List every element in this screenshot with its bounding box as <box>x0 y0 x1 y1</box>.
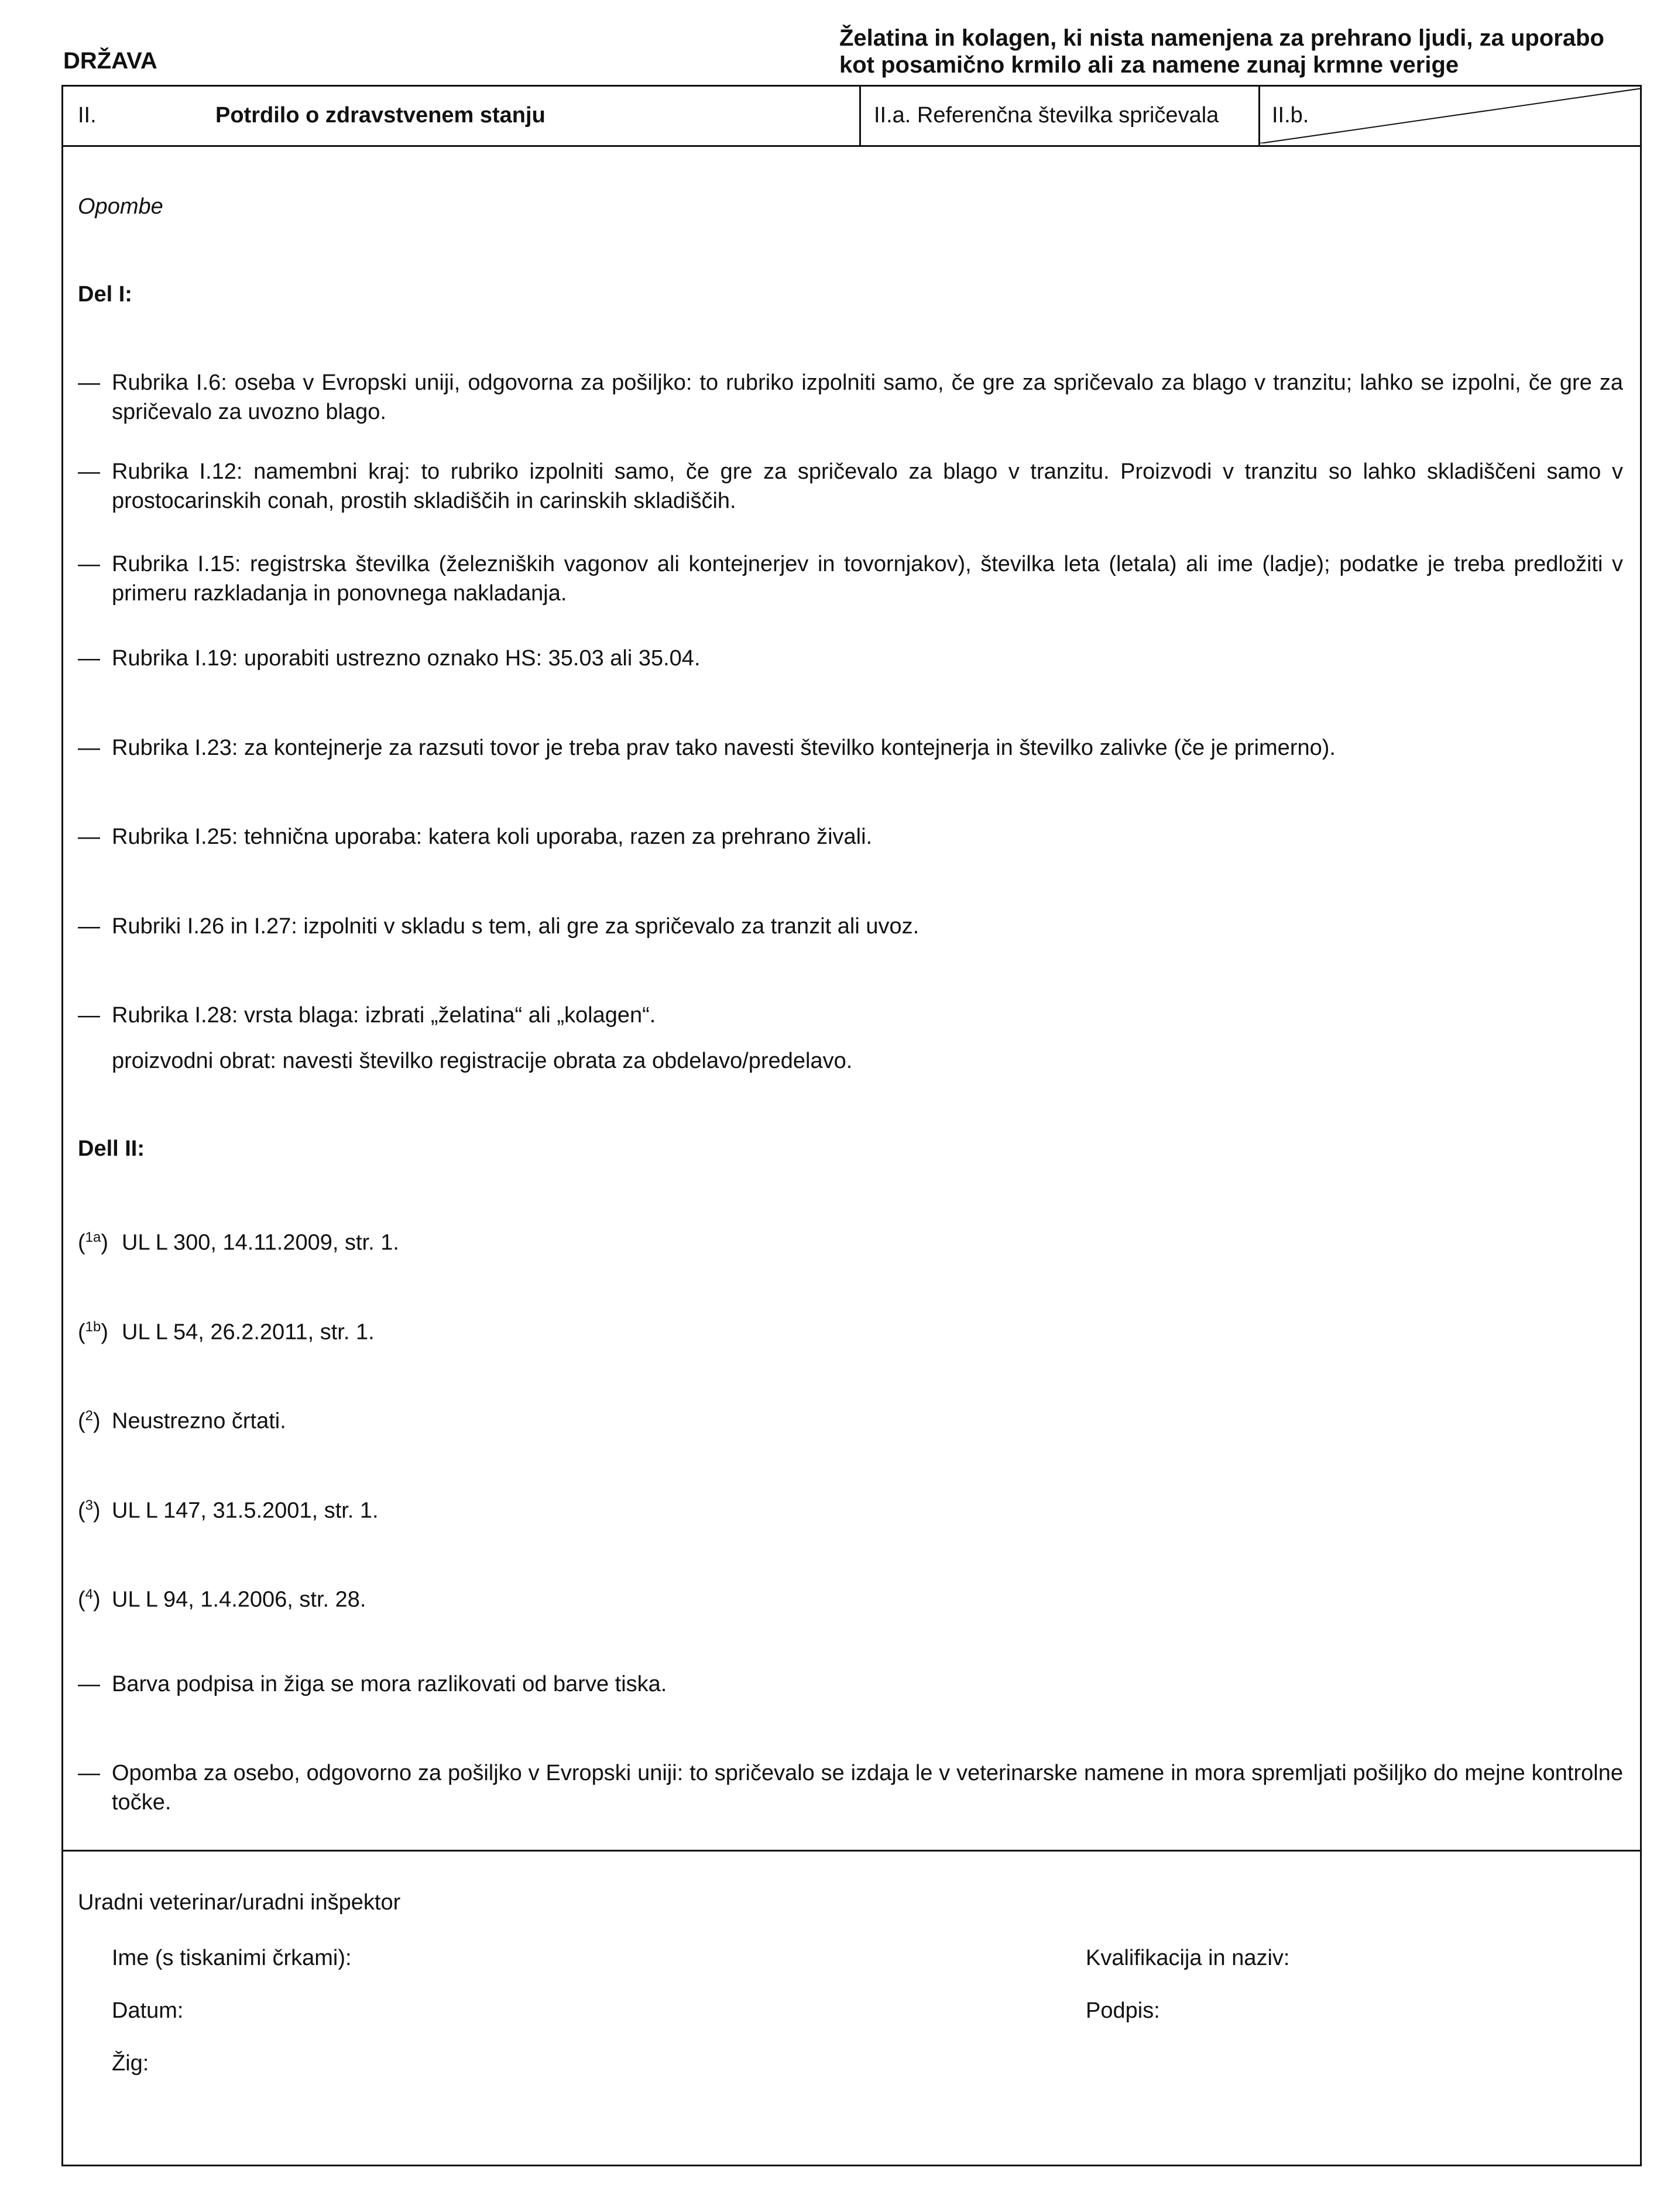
note-item <box>78 733 1623 762</box>
note-item <box>78 912 1623 941</box>
footnote <box>78 1223 399 1258</box>
footnote-mark: 2 <box>85 1408 94 1424</box>
notes-section <box>63 145 1640 1852</box>
note-text: Rubrika I.25: tehnična uporaba: katera koli uporaba, razen za prehrano živali. <box>112 825 873 849</box>
footnote-mark: 4 <box>85 1586 94 1602</box>
footnote-close: ) <box>93 1409 101 1434</box>
note-item <box>78 1001 1623 1030</box>
footnote-mark: 3 <box>85 1497 94 1513</box>
dash-marker: — <box>78 552 100 576</box>
certificate-title-line-2: kot posamično krmilo ali za namene zunaj krmne verige <box>839 52 1459 78</box>
note-text: Rubrika I.15: registrska številka (železniških vagonov ali kontejnerjev in tovornjakov), številka leta (letala) ali ime (ladje); podatke je treba predložiti v primeru razkladanja in ponovnega nakladanja. <box>112 552 1623 606</box>
footnote <box>78 1402 286 1436</box>
note-item <box>78 644 1623 673</box>
note-text: Rubriki I.26 in I.27: izpolniti v skladu s tem, ali gre za spričevalo za tranzit ali uvoz. <box>112 914 920 939</box>
note-text: Rubrika I.12: namembni kraj: to rubriko izpolniti samo, če gre za spričevalo za blago v tranzitu. Proizvodi v tranzitu so lahko skladiščeni samo v prostocarinskih conah, prostih skladiščih in carinskih skladiščih. <box>112 459 1623 513</box>
footnote-mark: 1b <box>85 1319 101 1335</box>
certificate-title-line-1: Želatina in kolagen, ki nista namenjena za prehrano ljudi, za uporabo <box>839 25 1604 51</box>
footnote-text: UL L 300, 14.11.2009, str. 1. <box>122 1230 399 1255</box>
certificate-title <box>839 25 1604 78</box>
note-text: Opomba za osebo, odgovorno za pošiljko v Evropski uniji: to spričevalo se izdaja le v veterinarske namene in mora spremljati pošiljko do mejne kontrolne točke. <box>112 1761 1623 1815</box>
footnote-text: UL L 147, 31.5.2001, str. 1. <box>112 1498 379 1523</box>
note-text: Barva podpisa in žiga se mora razlikovati od barve tiska. <box>112 1672 667 1696</box>
footnote-text: UL L 94, 1.4.2006, str. 28. <box>112 1587 366 1612</box>
section-title: Potrdilo o zdravstvenem stanju <box>215 103 545 128</box>
dash-marker: — <box>78 370 100 395</box>
section-number: II. <box>78 103 97 128</box>
name-field-label: Ime (s tiskanimi črkami): <box>112 1946 352 1970</box>
footnote-close: ) <box>93 1587 101 1612</box>
certificate-frame <box>61 85 1642 2166</box>
footnote-open: ( <box>78 1409 85 1434</box>
footnote <box>78 1580 366 1615</box>
note-item <box>78 457 1623 516</box>
footnote-text: Neustrezno črtati. <box>112 1409 286 1434</box>
footnote-open: ( <box>78 1320 85 1345</box>
reference-number-label: II.a. Referenčna številka spričevala <box>874 103 1219 128</box>
footnote-close: ) <box>93 1498 101 1523</box>
signature-section <box>63 1850 1640 2165</box>
note-item <box>78 1670 1623 1699</box>
note-text: Rubrika I.6: oseba v Evropski uniji, odgovorna za pošiljko: to rubriko izpolniti samo, če gre za spričevalo za blago v tranzitu; lahko se izpolni, če gre za spričevalo za uvozno blago. <box>112 370 1623 424</box>
note-text: Rubrika I.23: za kontejnerje za razsuti tovor je treba prav tako navesti številko kontejnerja in številko zalivke (če je primerno). <box>112 736 1336 760</box>
note-item <box>78 1758 1623 1817</box>
section-header-row <box>63 87 1640 147</box>
note-text: Rubrika I.28: vrsta blaga: izbrati „želatina“ ali „kolagen“. <box>112 1003 656 1028</box>
note-item <box>78 549 1623 608</box>
dash-marker: — <box>78 459 100 484</box>
footnote-close: ) <box>101 1320 109 1345</box>
footnote-close: ) <box>101 1230 109 1255</box>
footnote <box>78 1313 375 1347</box>
footnote-mark: 1a <box>85 1229 101 1245</box>
header-divider-1 <box>859 87 861 145</box>
notes-heading: Opombe <box>78 194 163 219</box>
stamp-field-label: Žig: <box>112 2051 149 2076</box>
footnote-text: UL L 54, 26.2.2011, str. 1. <box>122 1320 375 1345</box>
dash-marker: — <box>78 646 100 671</box>
date-field-label: Datum: <box>112 1998 184 2023</box>
dash-marker: — <box>78 736 100 760</box>
official-veterinarian-label: Uradni veterinar/uradni inšpektor <box>78 1890 401 1915</box>
footnote-open: ( <box>78 1587 85 1612</box>
part-1-heading: Del I: <box>78 282 132 307</box>
dash-marker: — <box>78 825 100 849</box>
signature-field-label: Podpis: <box>1086 1998 1160 2023</box>
footnote-open: ( <box>78 1230 85 1255</box>
note-text: Rubrika I.19: uporabiti ustrezno oznako HS: 35.03 ali 35.04. <box>112 646 701 671</box>
note-item <box>78 368 1623 427</box>
dash-marker: — <box>78 1003 100 1028</box>
diagonal-strike-line <box>1260 87 1642 143</box>
production-plant-note: proizvodni obrat: navesti številko registracije obrata za obdelavo/predelavo. <box>112 1049 853 1073</box>
dash-marker: — <box>78 914 100 939</box>
qualification-field-label: Kvalifikacija in naziv: <box>1086 1946 1290 1970</box>
footnote <box>78 1491 379 1526</box>
dash-marker: — <box>78 1761 100 1785</box>
footnote-open: ( <box>78 1498 85 1523</box>
dash-marker: — <box>78 1672 100 1696</box>
country-label: DRŽAVA <box>63 48 157 74</box>
part-2-heading: Dell II: <box>78 1136 145 1161</box>
iib-label: II.b. <box>1272 103 1309 128</box>
note-item <box>78 822 1623 851</box>
